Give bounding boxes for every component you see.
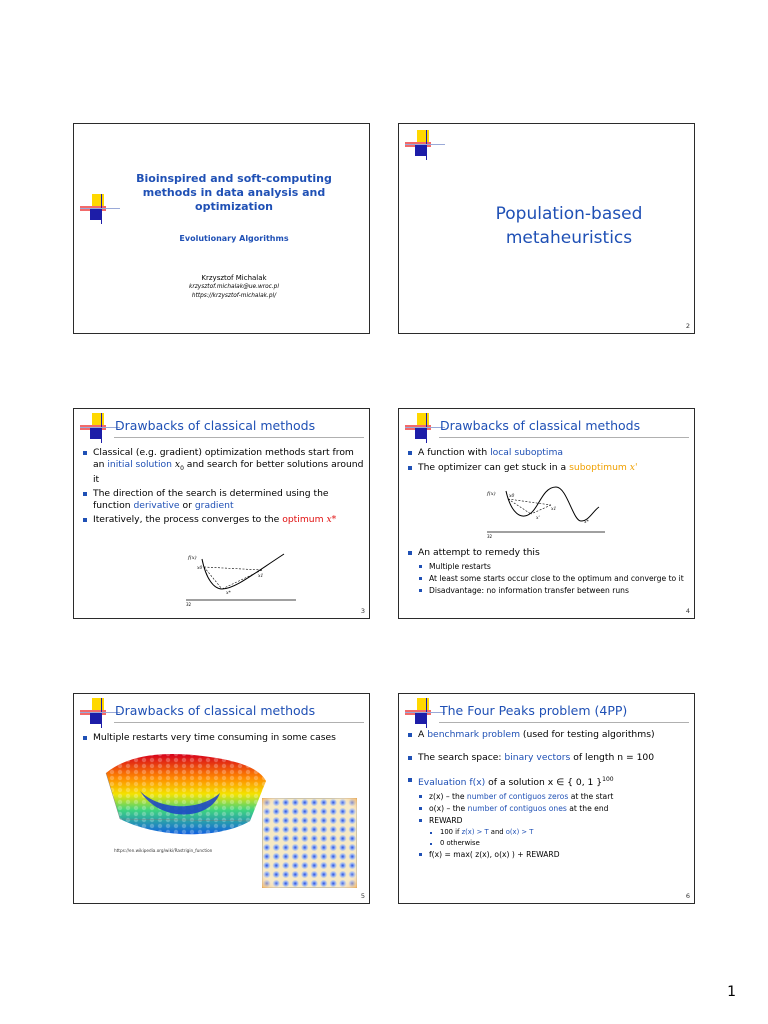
bullet-list (407, 447, 692, 476)
sub-sub-bullet-item: 100 if z(x) > T and o(x) > T (429, 828, 692, 837)
slide-1 (73, 123, 370, 334)
bullet-item: The search space: binary vectors of length n = 100 (407, 752, 692, 764)
bullet-item: A benchmark problem (used for testing algorithms) (407, 729, 692, 741)
sub-sub-bullet-item: 0 otherwise (429, 839, 692, 848)
sub-bullet-item: f(x) = max( z(x), o(x) ) + REWARD (418, 850, 692, 860)
slide-5 (73, 693, 370, 904)
x0-label: x0 (509, 494, 515, 499)
f-label: f(x) (487, 491, 496, 497)
slide-title: Drawbacks of classical methods (115, 418, 316, 433)
bullet-list (82, 732, 367, 747)
title-rule (439, 437, 689, 438)
slide-number: 3 (360, 607, 365, 615)
bullet-item: An attempt to remedy this (407, 547, 692, 559)
xprime-label: x' (536, 516, 540, 521)
slide-number: 4 (685, 607, 690, 615)
slide-title: The Four Peaks problem (4PP) (440, 703, 628, 718)
slide-6 (398, 693, 695, 904)
slide-subtitle: Evolutionary Algorithms (179, 234, 289, 243)
sub-bullet-item: o(x) – the number of contiguos ones at the end (418, 804, 692, 814)
title-rule (114, 722, 364, 723)
bullet-list (407, 729, 692, 862)
gradient-descent-figure (184, 549, 304, 607)
bullet-list (407, 547, 692, 598)
author-url: https://krzysztof-michalak.pl/ (191, 293, 277, 299)
bullet-item: The optimizer can get stuck in a suboptimum x' (407, 462, 692, 474)
f-label: f(x) (188, 555, 197, 561)
xstar-label: x* (226, 591, 231, 596)
local-suboptima-figure (481, 483, 611, 541)
slide-number: 6 (685, 892, 690, 900)
x0-label: x0 (197, 566, 203, 571)
slide-title: Population-based metaheuristics (495, 204, 643, 248)
bullet-item: The direction of the search is determined using the function derivative or gradient (82, 488, 367, 511)
sub-bullet-item: z(x) – the number of contiguos zeros at the start (418, 792, 692, 802)
title-rule (439, 722, 689, 723)
sub-bullet-item: REWARD (418, 816, 692, 826)
author-name: Krzysztof Michalak (201, 274, 267, 282)
bullet-item: Iteratively, the process converges to the optimum x* (82, 514, 367, 526)
bullet-list (82, 447, 367, 529)
x1-label: x1 (258, 574, 264, 579)
x1-label: x1 (551, 507, 557, 512)
slide-2 (398, 123, 695, 334)
bullet-item: Classical (e.g. gradient) optimization methods start from an initial solution $x_0$ and search for better solutions around it (82, 447, 367, 485)
sub-bullet-item: Disadvantage: no information transfer between runs (418, 586, 692, 596)
rastrigin-3d-surface-image (100, 751, 272, 841)
slide-title: Drawbacks of classical methods (115, 703, 316, 718)
slide-number: 5 (360, 892, 365, 900)
rastrigin-contour-image (262, 798, 357, 888)
axis-label: 32 (186, 602, 192, 607)
slide-3 (73, 408, 370, 619)
slide-title: Bioinspired and soft-computing methods in data analysis and optimization (136, 172, 332, 213)
author-email: krzysztof.michalak@ue.wroc.pl (189, 284, 279, 290)
bullet-item: Multiple restarts very time consuming in some cases (82, 732, 367, 744)
sub-bullet-item: At least some starts occur close to the optimum and converge to it (418, 574, 692, 584)
document-page-number: 1 (727, 984, 736, 1000)
slide-4 (398, 408, 695, 619)
xstar-label: x* (584, 520, 589, 525)
slide-number: 2 (685, 322, 690, 330)
axis-label: 32 (487, 534, 493, 539)
bullet-item: A function with local suboptima (407, 447, 692, 459)
title-rule (114, 437, 364, 438)
image-source-caption: https://en.wikipedia.org/wiki/Rastrigin_function (114, 848, 213, 853)
slide-title: Drawbacks of classical methods (440, 418, 641, 433)
sub-bullet-item: Multiple restarts (418, 562, 692, 572)
bullet-item: Evaluation f(x) of a solution x ∈ { 0, 1 }$^{100}$ (407, 774, 692, 789)
